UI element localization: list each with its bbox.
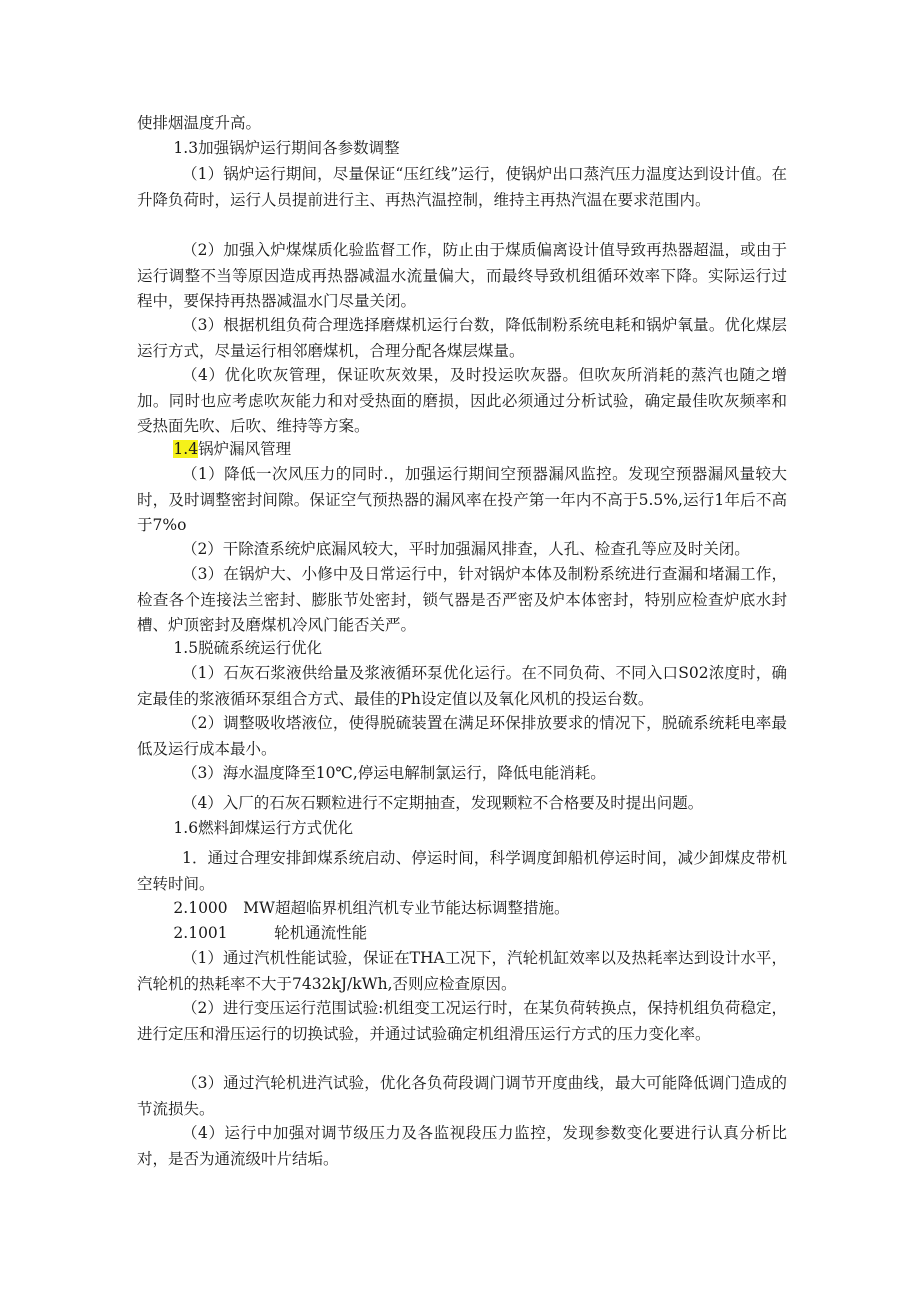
paragraph: （3）通过汽轮机进汽试验，优化各负荷段调门调节开度曲线，最大可能降低调门造成的节流损失。 [137,1074,787,1118]
paragraph: （2）调整吸收塔液位，使得脱硫装置在满足环保排放要求的情况下，脱硫系统耗电率最低及运行成本最小。 [137,714,787,758]
paragraph: （1）石灰石浆液供给量及浆液循环泵优化运行。在不同负荷、不同入口S02浓度时，确定最佳的浆液循环泵组合方式、最佳的Ph设定值以及氧化风机的投运台数。 [137,664,787,708]
section-heading-1-3: 1.3加强锅炉运行期间各参数调整 [173,139,400,157]
paragraph: （4）运行中加强对调节级压力及各监视段压力监控，发现参数变化要进行认真分析比对，是否为通流级叶片结垢。 [137,1124,787,1168]
paragraph-continuation: 使排烟温度升高。 [137,114,262,132]
section-heading-1-4 [137,437,787,463]
section-heading-1-5: 1.5脱硫系统运行优化 [173,639,323,657]
section-heading-2: 2.1000 MW超超临界机组汽机专业节能达标调整措施。 [173,899,570,917]
section-heading-2-1001: 2.1001 轮机通流性能 [173,924,368,942]
paragraph: （1）降低一次风压力的同时.，加强运行期间空预器漏风监控。发现空预器漏风量较大时，及时调整密封间隙。保证空气预热器的漏风率在投产第一年内不高于5.5%,运行1年后不高于7%o [137,465,787,534]
paragraph: （4）优化吹灰管理，保证吹灰效果，及时投运吹灰器。但吹灰所消耗的蒸汽也随之增加。同时也应考虑吹灰能力和对受热面的磨损，因此必须通过分析试验，确定最佳吹灰频率和受热面先吹、后吹、维持等方案。 [137,366,787,435]
paragraph: （2）加强入炉煤煤质化验监督工作，防止由于煤质偏离设计值导致再热器超温，或由于运行调整不当等原因造成再热器减温水流量偏大，而最终导致机组循环效率下降。实际运行过程中，要保持再热器减温水门尽量关闭。 [137,241,787,310]
paragraph: （3）根据机组负荷合理选择磨煤机运行台数，降低制粉系统电耗和锅炉氧量。优化煤层运行方式，尽量运行相邻磨煤机，合理分配各煤层煤量。 [137,316,787,360]
paragraph: （1）锅炉运行期间，尽量保证“压红线”运行，使锅炉出口蒸汽压力温度达到设计值。在升降负荷时，运行人员提前进行主、再热汽温控制，维持主再热汽温在要求范围内。 [137,165,787,209]
section-heading-1-6: 1.6燃料卸煤运行方式优化 [173,819,354,837]
paragraph: （3）在锅炉大、小修中及日常运行中，针对锅炉本体及制粉系统进行查漏和堵漏工作，检查各个连接法兰密封、膨胀节处密封，锁气器是否严密及炉本体密封，特别应检查炉底水封槽、炉顶密封及磨煤机冷风门能否关严。 [137,565,787,634]
highlighted-section-number: 1.4 [173,440,199,458]
paragraph: （3）海水温度降至10℃,停运电解制氯运行，降低电能消耗。 [181,764,606,782]
paragraph: （2）干除渣系统炉底漏风较大，平时加强漏风排查，人孔、检查孔等应及时关闭。 [181,540,750,558]
paragraph: （4）入厂的石灰石颗粒进行不定期抽查，发现颗粒不合格要及时提出问题。 [181,794,704,812]
paragraph: （1）通过汽机性能试验，保证在THA工况下，汽轮机缸效率以及热耗率达到设计水平，汽轮机的热耗率不大于7432kJ/kWh,否则应检查原因。 [137,949,787,993]
paragraph: （2）进行变压运行范围试验:机组变工况运行时，在某负荷转换点，保持机组负荷稳定，进行定压和滑压运行的切换试验，并通过试验确定机组滑压运行方式的压力变化率。 [137,999,787,1043]
paragraph: 1．通过合理安排卸煤系统启动、停运时间，科学调度卸船机停运时间，减少卸煤皮带机空转时间。 [137,849,787,893]
section-heading-text: 锅炉漏风管理 [198,440,292,458]
